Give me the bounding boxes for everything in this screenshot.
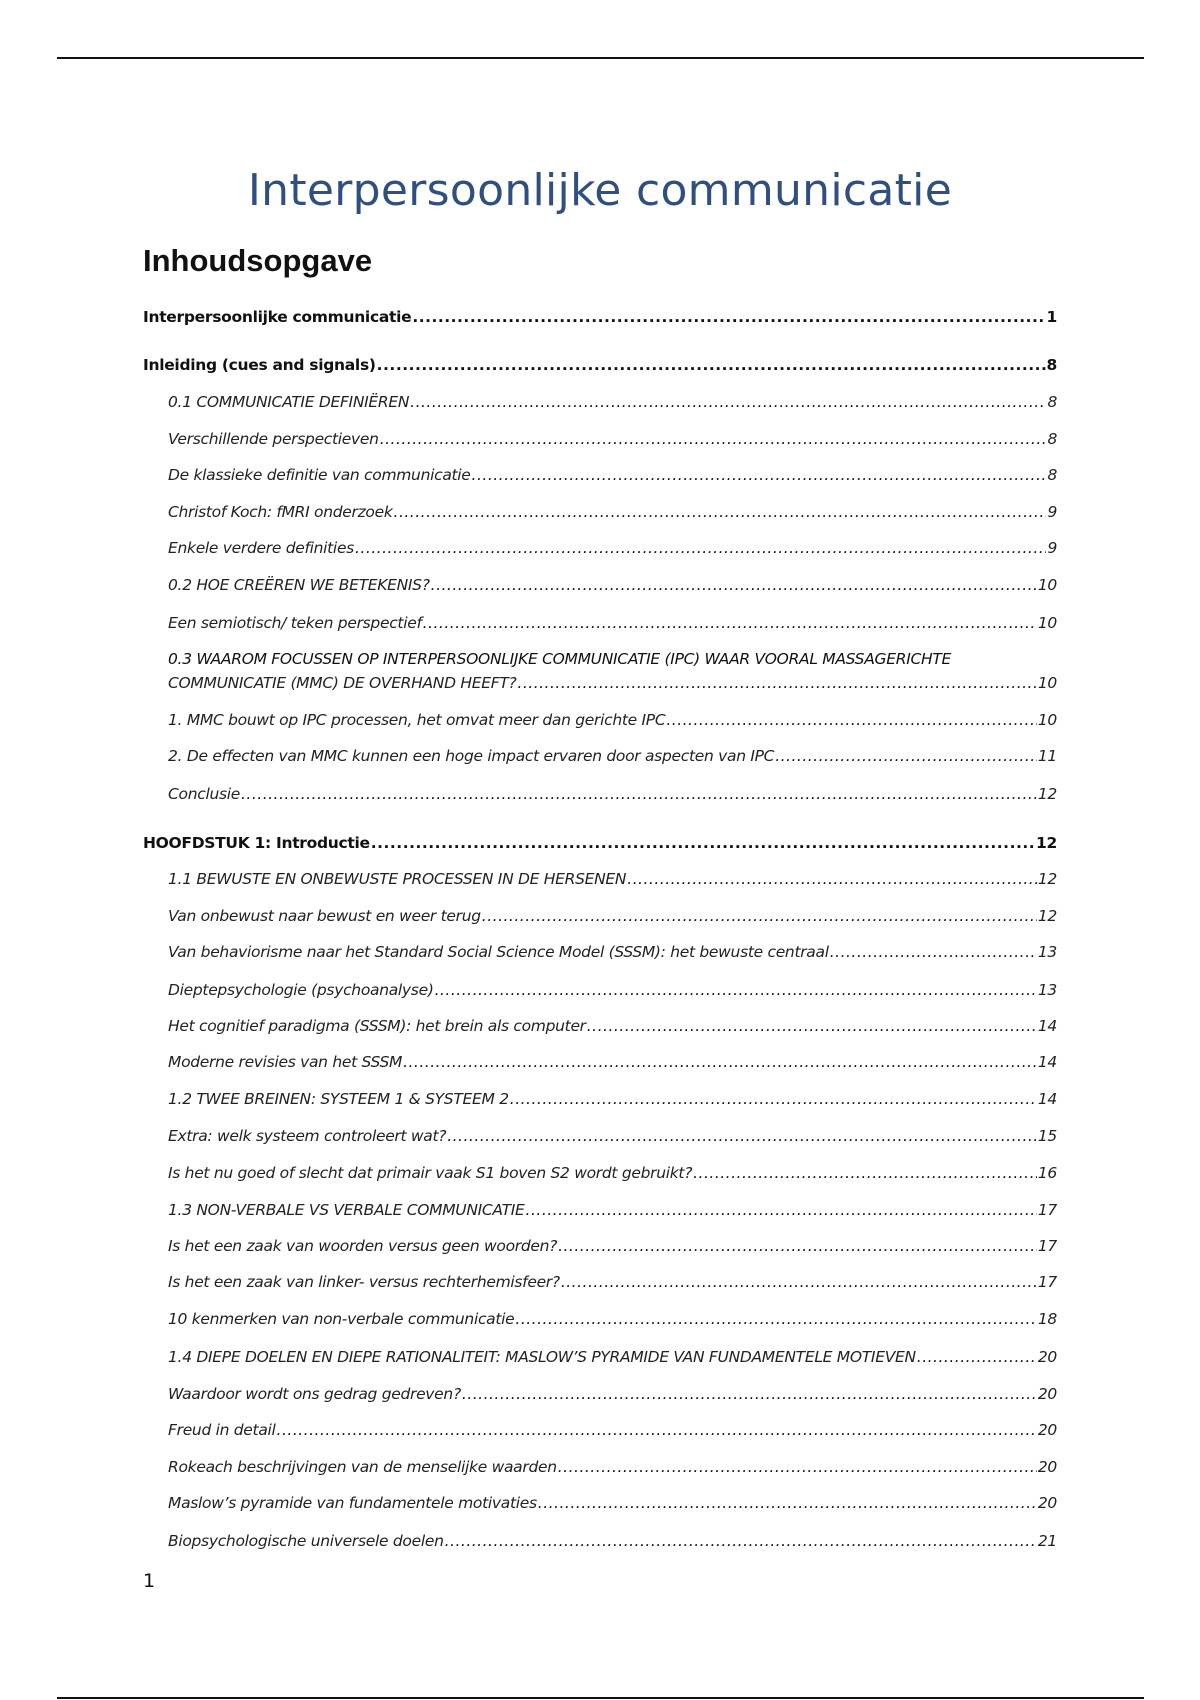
toc-leader-dots xyxy=(775,744,1037,768)
toc-entry-label: Verschillende perspectieven xyxy=(168,430,379,448)
toc-entry-page: 10 xyxy=(1037,674,1057,692)
toc-leader-dots xyxy=(241,782,1037,806)
toc-leader-dots xyxy=(377,353,1046,377)
toc-entry[interactable] xyxy=(168,940,1057,964)
toc-entry[interactable] xyxy=(143,831,1057,855)
toc-entry[interactable] xyxy=(168,1455,1057,1479)
toc-entry-page: 10 xyxy=(1037,576,1057,594)
toc-entry-page: 17 xyxy=(1037,1201,1057,1219)
toc-entry[interactable] xyxy=(143,353,1057,377)
toc-entry-label: 1.3 NON-VERBALE VS VERBALE COMMUNICATIE xyxy=(168,1201,525,1219)
toc-leader-dots xyxy=(830,940,1037,964)
toc-entry-page: 12 xyxy=(1037,907,1057,925)
toc-leader-dots xyxy=(510,1087,1037,1111)
toc-entry-label: 1.2 TWEE BREINEN: SYSTEEM 1 & SYSTEEM 2 xyxy=(168,1090,509,1108)
toc-entry-label: Conclusie xyxy=(168,785,240,803)
toc-leader-dots xyxy=(538,1491,1037,1515)
toc-entry-page: 9 xyxy=(1047,503,1057,521)
toc-entry[interactable] xyxy=(168,463,1057,487)
toc-leader-dots xyxy=(355,536,1046,560)
toc-entry-page: 16 xyxy=(1037,1164,1057,1182)
toc-entry[interactable] xyxy=(168,573,1057,597)
toc-entry[interactable] xyxy=(168,1382,1057,1406)
page-number: 1 xyxy=(143,1570,156,1592)
toc-leader-dots xyxy=(666,708,1037,732)
toc-entry[interactable] xyxy=(168,904,1057,928)
toc-leader-dots xyxy=(394,500,1047,524)
toc-leader-dots xyxy=(462,1382,1037,1406)
toc-entry-label: Enkele verdere definities xyxy=(168,539,354,557)
toc-leader-dots xyxy=(403,1050,1037,1074)
toc-entry[interactable] xyxy=(168,1087,1057,1111)
toc-entry-label: Moderne revisies van het SSSM xyxy=(168,1053,403,1071)
toc-entry[interactable] xyxy=(168,1014,1057,1038)
toc-leader-dots xyxy=(482,904,1037,928)
toc-entry-label: Van behaviorisme naar het Standard Social Science Model (SSSM): het bewuste centraal xyxy=(168,943,829,961)
toc-leader-dots xyxy=(371,831,1035,855)
toc-entry-page: 10 xyxy=(1037,711,1057,729)
toc-entry-page: 20 xyxy=(1037,1348,1057,1366)
toc-entry[interactable] xyxy=(168,1345,1057,1369)
toc-entry-page: 12 xyxy=(1036,834,1057,852)
toc-entry-label: Maslow’s pyramide van fundamentele motivaties xyxy=(168,1494,537,1512)
toc-entry-label: Het cognitief paradigma (SSSM): het brein als computer xyxy=(168,1017,586,1035)
toc-entry-page: 20 xyxy=(1037,1494,1057,1512)
toc-leader-dots xyxy=(380,427,1047,451)
toc-leader-dots xyxy=(435,978,1037,1002)
toc-entry-page: 12 xyxy=(1037,870,1057,888)
toc-leader-dots xyxy=(412,305,1045,329)
toc-leader-dots xyxy=(410,390,1046,414)
toc-leader-dots xyxy=(561,1270,1037,1294)
toc-entry-page: 8 xyxy=(1047,430,1057,448)
toc-entry-page: 1 xyxy=(1046,308,1057,326)
toc-entry-page: 10 xyxy=(1037,614,1057,632)
toc-entry-label: Waardoor wordt ons gedrag gedreven? xyxy=(168,1385,461,1403)
toc-entry-label: Is het een zaak van linker- versus rechterhemisfeer? xyxy=(168,1273,560,1291)
toc-entry-page: 8 xyxy=(1046,356,1057,374)
toc-entry-label: 10 kenmerken van non-verbale communicatie xyxy=(168,1310,515,1328)
toc-entry-page: 9 xyxy=(1047,539,1057,557)
toc-entry-page: 15 xyxy=(1037,1127,1057,1145)
toc-entry[interactable] xyxy=(168,427,1057,451)
toc-entry-label: COMMUNICATIE (MMC) DE OVERHAND HEEFT? xyxy=(168,674,517,692)
toc-leader-dots xyxy=(472,463,1047,487)
toc-entry[interactable] xyxy=(168,611,1057,635)
toc-entry[interactable] xyxy=(168,1234,1057,1258)
toc-entry-page: 18 xyxy=(1037,1310,1057,1328)
footer-rule xyxy=(57,1697,1144,1699)
toc-entry-label: 0.2 HOE CREËREN WE BETEKENIS? xyxy=(168,576,430,594)
toc-entry[interactable] xyxy=(168,1161,1057,1185)
toc-leader-dots xyxy=(693,1161,1037,1185)
toc-entry[interactable] xyxy=(168,782,1057,806)
toc-entry[interactable] xyxy=(168,1307,1057,1331)
toc-entry-label: Freud in detail xyxy=(168,1421,276,1439)
toc-entry-label: Van onbewust naar bewust en weer terug xyxy=(168,907,481,925)
toc-entry[interactable] xyxy=(168,647,1057,695)
toc-entry-label: Rokeach beschrijvingen van de menselijke waarden xyxy=(168,1458,557,1476)
toc-entry-label: 1.4 DIEPE DOELEN EN DIEPE RATIONALITEIT: MASLOW’S PYRAMIDE VAN FUNDAMENTELE MOTIEVEN xyxy=(168,1348,916,1366)
toc-heading: Inhoudsopgave xyxy=(143,243,373,278)
toc-leader-dots xyxy=(526,1198,1037,1222)
toc-entry-label: Is het een zaak van woorden versus geen woorden? xyxy=(168,1237,558,1255)
toc-entry-label: Christof Koch: fMRI onderzoek xyxy=(168,503,393,521)
toc-entry-label: 1.1 BEWUSTE EN ONBEWUSTE PROCESSEN IN DE HERSENEN xyxy=(168,870,627,888)
toc-entry-label: De klassieke definitie van communicatie xyxy=(168,466,471,484)
toc-leader-dots xyxy=(917,1345,1037,1369)
toc-leader-dots xyxy=(447,1124,1037,1148)
toc-entry[interactable] xyxy=(168,1529,1057,1553)
toc-entry-label: Inleiding (cues and signals) xyxy=(143,356,376,374)
toc-entry-label: HOOFDSTUK 1: Introductie xyxy=(143,834,370,852)
toc-entry[interactable] xyxy=(168,744,1057,768)
toc-entry[interactable] xyxy=(168,390,1057,414)
toc-entry[interactable] xyxy=(168,1270,1057,1294)
toc-entry[interactable] xyxy=(168,1198,1057,1222)
toc-entry[interactable] xyxy=(168,536,1057,560)
toc-entry-label: Extra: welk systeem controleert wat? xyxy=(168,1127,447,1145)
toc-entry-page: 11 xyxy=(1037,747,1057,765)
toc-leader-dots xyxy=(627,867,1037,891)
toc-entry-page: 14 xyxy=(1037,1017,1057,1035)
toc-entry[interactable] xyxy=(168,708,1057,732)
toc-entry[interactable] xyxy=(168,1491,1057,1515)
toc-entry-label: Dieptepsychologie (psychoanalyse) xyxy=(168,981,434,999)
toc-entry-label-line1: 0.3 WAAROM FOCUSSEN OP INTERPERSOONLIJKE COMMUNICATIE (IPC) WAAR VOORAL MASSAGERICHTE xyxy=(168,650,951,668)
toc-entry-label: 2. De effecten van MMC kunnen een hoge impact ervaren door aspecten van IPC xyxy=(168,747,775,765)
toc-entry[interactable] xyxy=(143,305,1057,329)
toc-leader-dots xyxy=(587,1014,1037,1038)
toc-entry-page: 21 xyxy=(1037,1532,1057,1550)
toc-entry-label: 0.1 COMMUNICATIE DEFINIËREN xyxy=(168,393,410,411)
toc-entry-page: 8 xyxy=(1047,393,1057,411)
toc-leader-dots xyxy=(515,1307,1036,1331)
toc-entry-page: 8 xyxy=(1047,466,1057,484)
toc-entry-label: Biopsychologische universele doelen xyxy=(168,1532,444,1550)
toc-leader-dots xyxy=(445,1529,1037,1553)
toc-entry[interactable] xyxy=(168,1050,1057,1074)
document-title: Interpersoonlijke communicatie xyxy=(247,165,953,216)
toc-entry-label: Een semiotisch/ teken perspectief xyxy=(168,614,422,632)
toc-entry-page: 20 xyxy=(1037,1385,1057,1403)
toc-leader-dots xyxy=(517,671,1036,695)
toc-entry-page: 12 xyxy=(1037,785,1057,803)
toc-entry-page: 13 xyxy=(1037,943,1057,961)
toc-entry-page: 20 xyxy=(1037,1458,1057,1476)
toc-leader-dots xyxy=(277,1418,1037,1442)
toc-entry-label: 1. MMC bouwt op IPC processen, het omvat meer dan gerichte IPC xyxy=(168,711,666,729)
toc-entry-page: 17 xyxy=(1037,1273,1057,1291)
toc-entry-page: 14 xyxy=(1037,1053,1057,1071)
toc-entry[interactable] xyxy=(168,978,1057,1002)
toc-entry[interactable] xyxy=(168,867,1057,891)
toc-entry-label: Is het nu goed of slecht dat primair vaak S1 boven S2 wordt gebruikt? xyxy=(168,1164,693,1182)
toc-entry-label: Interpersoonlijke communicatie xyxy=(143,308,412,326)
toc-entry-page: 20 xyxy=(1037,1421,1057,1439)
toc-entry[interactable] xyxy=(168,1124,1057,1148)
toc-entry[interactable] xyxy=(168,1418,1057,1442)
toc-entry[interactable] xyxy=(168,500,1057,524)
toc-leader-dots xyxy=(431,573,1037,597)
toc-entry-page: 13 xyxy=(1037,981,1057,999)
toc-leader-dots xyxy=(558,1455,1037,1479)
toc-entry-page: 17 xyxy=(1037,1237,1057,1255)
toc-leader-dots xyxy=(558,1234,1037,1258)
toc-leader-dots xyxy=(423,611,1037,635)
toc-entry-page: 14 xyxy=(1037,1090,1057,1108)
